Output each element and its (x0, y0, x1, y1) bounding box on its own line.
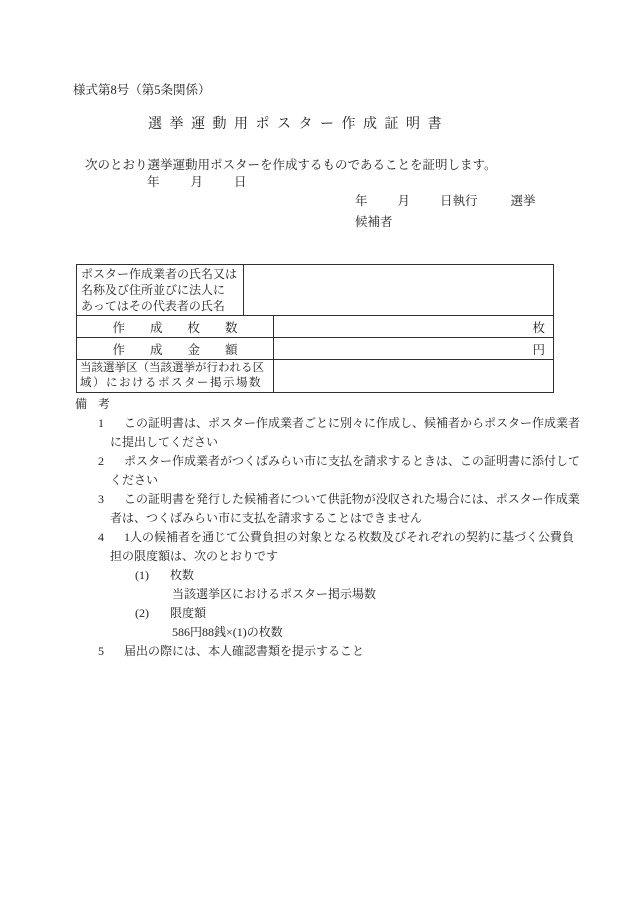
remark-4-text-line1: 1人の候補者を通じて公費負担の対象となる枚数及びそれぞれの契約に基づく公費負 (124, 530, 575, 544)
remark-2-number: 2 (98, 454, 104, 468)
subitem-1-title: 枚数 (170, 568, 195, 582)
district-boards-label (77, 360, 274, 392)
execution-date-line (355, 191, 536, 209)
subitem-2-title: 限度額 (170, 606, 207, 620)
remark-item-1 (73, 414, 581, 433)
maker-name-label-line2: 名称及び住所並びに法人に (81, 283, 226, 297)
remarks-heading: 備考 (75, 397, 122, 411)
remark-4-number: 4 (98, 530, 104, 544)
document-title: 選挙運動用ポスター作成証明書 (148, 117, 449, 132)
table-row-maker-name (77, 265, 553, 315)
form-number: 様式第8号（第5条関係） (73, 83, 211, 97)
remark-3-number: 3 (98, 492, 104, 506)
district-boards-value-cell (274, 360, 553, 392)
table-row-poster-count (77, 315, 553, 337)
amount-label-text: 作成金額 (112, 342, 263, 357)
election-label: 選挙 (510, 194, 536, 208)
intro-text: 次のとおり選挙運動用ポスターを作成するものであることを証明します。 (85, 158, 497, 172)
remark-3-text-line2: 者は、つくばみらい市に支払を請求することはできません (110, 511, 423, 525)
remark-4-text-line2: 担の限度額は、次のとおりです (110, 549, 279, 563)
remark-3-text-line1: この証明書を発行した候補者について供託物が没収された場合には、ポスター作成業 (124, 492, 580, 506)
maker-name-label-line1: ポスター作成業者の氏名又は (81, 267, 238, 281)
issue-date-month-label: 月 (190, 175, 204, 189)
poster-count-label (77, 316, 274, 337)
candidate-label: 候補者 (355, 215, 393, 229)
district-boards-label-line2: 域）におけるポスター掲示場数 (80, 377, 262, 389)
remark-1-text-line2: に提出してください (110, 435, 219, 449)
maker-name-label (77, 265, 244, 315)
district-boards-label-line1: 当該選挙区（当該選挙が行われる区 (80, 362, 264, 374)
remark-1-number: 1 (98, 416, 104, 430)
amount-value-cell (274, 338, 553, 359)
subitem-2-detail: 586円88銭×(1)の枚数 (172, 625, 283, 639)
poster-count-label-text: 作成枚数 (112, 320, 263, 335)
execution-year-label: 年 (355, 194, 368, 208)
issue-date-line (147, 172, 247, 190)
remark-2-text-line2: ください (110, 473, 159, 487)
amount-label (77, 338, 274, 359)
subitem-1-detail: 当該選挙区におけるポスター掲示場数 (172, 587, 377, 601)
remark-item-3 (73, 490, 580, 509)
maker-name-label-line3: あってはその代表者の氏名 (81, 299, 225, 313)
table-row-amount (77, 337, 553, 359)
info-table (76, 264, 554, 393)
issue-date-day-label: 日 (234, 175, 247, 189)
subitem-2-number: (2) (135, 606, 149, 620)
remarks-section (73, 395, 581, 661)
execution-month-label: 月 (397, 194, 411, 208)
remark-5-text: 届出の際には、本人確認書類を提示すること (124, 644, 365, 658)
remark-4-subitem-2 (73, 604, 565, 623)
remark-item-4 (73, 528, 575, 547)
issue-date-year-label: 年 (147, 175, 160, 189)
poster-count-unit: 枚 (532, 320, 545, 335)
table-row-district-boards (77, 359, 553, 392)
remark-item-2 (73, 452, 581, 471)
maker-name-value-cell (244, 265, 553, 315)
remark-1-text-line1: この証明書は、ポスター作成業者ごとに別々に作成し、候補者からポスター作成業者 (124, 416, 581, 430)
remark-item-5 (73, 642, 565, 661)
subitem-1-number: (1) (135, 568, 149, 582)
execution-day-label: 日執行 (440, 194, 478, 208)
amount-unit: 円 (532, 342, 545, 357)
remark-5-number: 5 (98, 644, 104, 658)
remark-2-text-line1: ポスター作成業者がつくばみらい市に支払を請求するときは、この証明書に添付して (124, 454, 581, 468)
remark-4-subitem-1 (73, 566, 565, 585)
poster-count-value-cell (274, 316, 553, 337)
